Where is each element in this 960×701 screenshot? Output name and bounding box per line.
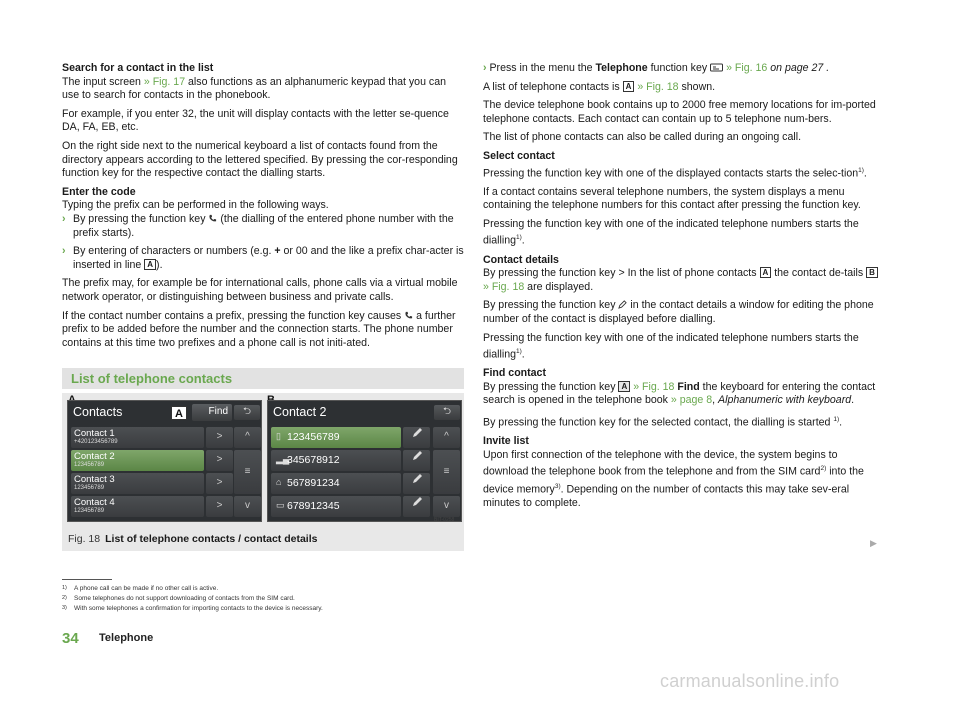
- find-button[interactable]: Find: [192, 404, 232, 421]
- chevron-right-icon: ›: [62, 212, 66, 225]
- pencil-icon: [411, 496, 423, 508]
- scroll-up-button[interactable]: ^: [234, 427, 261, 448]
- back-button[interactable]: ⮌: [434, 405, 460, 420]
- scroll-handle[interactable]: ≡: [234, 450, 261, 494]
- heading-enter-code: Enter the code: [62, 185, 136, 198]
- page-section-title: Telephone: [99, 632, 154, 644]
- chevron-right-icon: ›: [62, 245, 66, 258]
- pencil-icon: [411, 427, 423, 439]
- paragraph: By pressing the function key > In the list of phone contacts A the contact de-tails B» Fig. 18 are displayed.: [483, 267, 878, 294]
- contact-details-button[interactable]: >: [206, 427, 233, 448]
- paragraph: Pressing the function key with one of the indicated telephone numbers starts the dialling$^{1)}$.: [483, 331, 859, 361]
- paragraph: By pressing the function key for the selected contact, the dialling is started $^{1)}$.: [483, 416, 843, 429]
- paragraph: The prefix may, for example be for international calls, phone calls via a virtual mobile network operator, or distinguishing between business and private calls.: [62, 277, 458, 303]
- bullet-item: › By pressing the function key (the dialling of the entered phone number with the prefix starts).: [62, 212, 454, 239]
- label-box-a: A: [760, 267, 772, 278]
- contact-details-button[interactable]: >: [206, 450, 233, 471]
- heading-find-contact: Find contact: [483, 367, 546, 380]
- mobile-phone-icon: ▯: [276, 431, 281, 441]
- pencil-icon: [618, 300, 627, 309]
- paragraph: A list of telephone contacts is A » Fig. 18 shown.: [483, 80, 716, 93]
- paragraph: On the right side next to the numerical keyboard a list of contacts found from the directory appears according to the lettered specified. By pressing the cor-responding function key for the respective contact the dialling starts.: [62, 139, 458, 180]
- section-header: [62, 368, 464, 389]
- screen-title: Contact 2: [273, 405, 327, 419]
- fig-link[interactable]: » Fig. 16: [726, 62, 768, 74]
- section-title: List of telephone contacts: [71, 371, 233, 386]
- phone-number-row-selected[interactable]: ▯ 123456789: [271, 427, 401, 448]
- scroll-down-button[interactable]: v: [433, 496, 460, 517]
- scroll-up-button[interactable]: ^: [433, 427, 460, 448]
- paragraph: By pressing the function key A » Fig. 18 Find the keyboard for entering the contact search is opened in the telephone book » page 8, Alphanumeric with keyboard.: [483, 380, 876, 407]
- footnote: 3) With some telephones a confirmation for importing contacts to the device is necessary.: [62, 605, 323, 612]
- paragraph: Upon first connection of the telephone with the device, the system begins to download the telephone book from the telephone and from the SIM card$^{2)}$ into the device memory$^{3)}$. Depending on the number of contacts this may take sev-eral minutes to complete.: [483, 448, 864, 509]
- contact-row[interactable]: Contact 4 123456789: [71, 496, 204, 517]
- continued-arrow-icon: ▶: [870, 538, 877, 548]
- left-column: [62, 62, 464, 355]
- figure-18: [62, 393, 464, 551]
- label-box-a: A: [618, 381, 630, 392]
- edit-pencil-button[interactable]: [403, 496, 430, 517]
- hotspot-a-label: A: [171, 406, 187, 420]
- paragraph: If the contact number contains a prefix, pressing the function key causes a further prefix to be added before the number and the connection starts. The phone number contains at this time two prefixes and a phone call is not initi-ated.: [62, 309, 456, 349]
- phone-dial-icon: [404, 311, 413, 320]
- contact-row[interactable]: Contact 3 123456789: [71, 473, 204, 494]
- paragraph: The device telephone book contains up to 2000 free memory locations for im-ported telephone contacts. Each contact can contain up to 5 telephone num-bers.: [483, 99, 876, 125]
- fig-link[interactable]: » Fig. 18: [637, 80, 679, 93]
- paragraph: For example, if you enter 32, the unit will display contacts with the letter se-quence DA, FA, EB, etc.: [62, 107, 449, 134]
- page-link[interactable]: » page 8: [670, 394, 713, 407]
- figure-code: BIT-0258: [434, 517, 455, 523]
- label-box-a: A: [623, 81, 635, 92]
- fig-link[interactable]: » Fig. 18: [483, 280, 525, 293]
- paragraph: Pressing the function key with one of the indicated telephone numbers starts the dialling$^{1)}$.: [483, 217, 859, 247]
- paragraph: Pressing the function key with one of the displayed contacts starts the selec-tion$^{1)}$.: [483, 166, 867, 180]
- phone-menu-icon: [710, 63, 723, 72]
- phone-number-row[interactable]: ⌂ 567891234: [271, 473, 401, 494]
- contact-details-screen: [267, 400, 462, 522]
- paragraph: The list of phone contacts can also be called during an ongoing call.: [483, 131, 802, 144]
- label-box-b: B: [866, 267, 878, 278]
- edit-pencil-button[interactable]: [403, 427, 430, 448]
- paragraph: Typing the prefix can be performed in the following ways.: [62, 199, 329, 212]
- phone-dial-icon: [208, 214, 217, 223]
- page-number: 34: [62, 630, 79, 647]
- edit-pencil-button[interactable]: [403, 473, 430, 494]
- back-button[interactable]: ⮌: [234, 405, 260, 420]
- pencil-icon: [411, 473, 423, 485]
- label-box-a: A: [144, 259, 156, 270]
- contact-details-button[interactable]: >: [206, 496, 233, 517]
- footnotes: [62, 584, 323, 614]
- fig-link[interactable]: » Fig. 17: [143, 75, 186, 88]
- phone-number-row[interactable]: ▂▄ 345678912: [271, 450, 401, 471]
- right-column: [483, 62, 878, 515]
- contact-row[interactable]: Contact 1 +420123456789: [71, 427, 204, 448]
- heading-contact-details: Contact details: [483, 253, 559, 266]
- watermark: carmanualsonline.info: [660, 671, 840, 691]
- footnote: 2) Some telephones do not support downloading of contacts from the SIM card.: [62, 595, 295, 602]
- paragraph: The input screen » Fig. 17 also functions as an alphanumeric keypad that you can use to search for contacts in the phonebook.: [62, 75, 446, 102]
- footnote-divider: [62, 579, 112, 580]
- heading-search-contact: Search for a contact in the list: [62, 62, 214, 74]
- work-icon: ▭: [276, 500, 285, 510]
- pencil-icon: [411, 450, 423, 462]
- contact-details-button[interactable]: >: [206, 473, 233, 494]
- contacts-screen: [67, 400, 262, 522]
- figure-caption: Fig. 18 List of telephone contacts / contact details: [68, 533, 318, 545]
- chevron-right-icon: ›: [483, 62, 490, 74]
- contact-row-selected[interactable]: Contact 2 123456789: [71, 450, 204, 471]
- home-icon: ⌂: [276, 477, 282, 487]
- footnote: 1) A phone call can be made if no other call is active.: [62, 585, 219, 592]
- edit-pencil-button[interactable]: [403, 450, 430, 471]
- paragraph: › Press in the menu the Telephone function key » Fig. 16 on page 27 .: [483, 62, 830, 74]
- fig-link[interactable]: » Fig. 18: [633, 380, 675, 393]
- scroll-down-button[interactable]: v: [234, 496, 261, 517]
- signal-icon: ▂▄: [276, 454, 290, 464]
- screen-title: Contacts: [73, 405, 123, 419]
- heading-select-contact: Select contact: [483, 149, 555, 162]
- heading-invite-list: Invite list: [483, 435, 529, 448]
- scroll-handle[interactable]: ≡: [433, 450, 460, 494]
- paragraph: If a contact contains several telephone numbers, the system displays a menu containing the telephone numbers for this contact after pressing the function key.: [483, 185, 861, 212]
- paragraph: By pressing the function key in the contact details a window for editing the phone number of the contact is displayed before dialling.: [483, 299, 874, 325]
- bullet-item: › By entering of characters or numbers (e.g. + or 00 and the like a prefix char-acter is inserted in line A ).: [62, 245, 464, 271]
- phone-number-row[interactable]: ▭ 678912345: [271, 496, 401, 517]
